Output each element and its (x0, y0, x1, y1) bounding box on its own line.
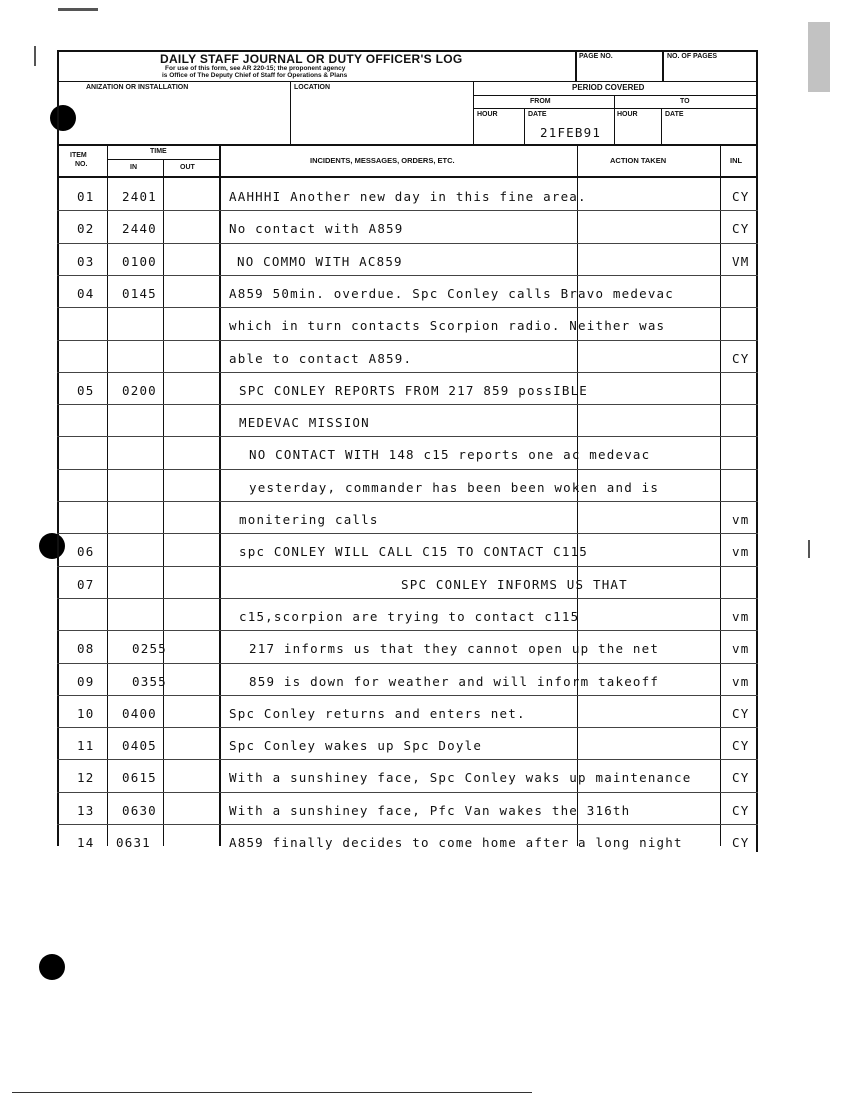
initials: vm (732, 673, 750, 689)
punch-hole (50, 105, 76, 131)
initials: CY (732, 770, 750, 786)
location-label: LOCATION (294, 84, 331, 91)
from-date-value: 21FEB91 (540, 125, 602, 140)
item-no: 05 (77, 382, 95, 398)
col-item-no: NO. (75, 161, 88, 168)
incident-text: 217 informs us that they cannot open up the net (249, 641, 660, 657)
date-label: DATE (665, 111, 684, 118)
incident-text: monitering calls (239, 512, 379, 527)
time-in: 0631 (116, 835, 151, 850)
time-in: 2401 (122, 189, 157, 204)
item-no: 07 (77, 576, 95, 592)
incident-text: Spc Conley returns and enters net. (229, 705, 526, 721)
scan-mark (12, 1092, 532, 1093)
incident-text: A859 50min. overdue. Spc Conley calls Bravo medevac (229, 285, 675, 301)
col-time-out: OUT (180, 164, 195, 171)
item-no: 14 (77, 835, 95, 850)
col-time-in: IN (130, 164, 137, 171)
time-in: 0405 (122, 738, 157, 754)
incident-text: AAHHHI Another new day in this fine area. (229, 189, 587, 204)
form-subtitle: For use of this form, see AR 220-15; the proponent agency (165, 65, 346, 72)
initials: CY (732, 221, 750, 237)
time-in: 0400 (122, 705, 157, 721)
incident-text: SPC CONLEY INFORMS US THAT (401, 576, 628, 592)
time-in: 0145 (122, 285, 157, 301)
incident-text: No contact with A859 (229, 221, 404, 237)
time-in: 0100 (122, 253, 157, 269)
date-label: DATE (528, 111, 547, 118)
incident-text: which in turn contacts Scorpion radio. Neither was (229, 318, 666, 334)
form-subtitle: is Office of The Deputy Chief of Staff for Operations & Plans (162, 72, 348, 79)
incident-text: c15,scorpion are trying to contact c115 (239, 608, 580, 624)
scan-mark (58, 8, 98, 11)
incident-text: NO COMMO WITH AC859 (237, 253, 403, 269)
punch-hole (39, 533, 65, 559)
incident-text: able to contact A859. (229, 350, 413, 366)
to-label: TO (680, 98, 690, 105)
item-no: 09 (77, 673, 95, 689)
incident-text: 859 is down for weather and will inform takeoff (249, 673, 660, 689)
scan-mark (808, 22, 830, 92)
punch-hole (39, 954, 65, 980)
time-in: 0200 (122, 382, 157, 398)
from-label: FROM (530, 98, 551, 105)
time-in: 0630 (122, 802, 157, 818)
col-incidents: INCIDENTS, MESSAGES, ORDERS, ETC. (310, 156, 455, 165)
incident-text: With a sunshiney face, Pfc Van wakes the 316th (229, 802, 631, 818)
time-in: 0615 (122, 770, 157, 786)
time-in: 0355 (132, 673, 167, 689)
org-label: ANIZATION OR INSTALLATION (86, 84, 189, 91)
initials: VM (732, 253, 750, 269)
incident-text: yesterday, commander has been been woken and is (249, 479, 660, 495)
item-no: 13 (77, 802, 95, 818)
item-no: 03 (77, 253, 95, 269)
hour-label: HOUR (477, 111, 498, 118)
form-title: DAILY STAFF JOURNAL OR DUTY OFFICER'S LOG (160, 52, 463, 66)
period-covered-label: PERIOD COVERED (572, 83, 645, 92)
initials: vm (732, 512, 750, 527)
page-no-label: PAGE NO. (579, 53, 613, 60)
incident-text: SPC CONLEY REPORTS FROM 217 859 possIBLE (239, 382, 589, 398)
item-no: 08 (77, 641, 95, 657)
incident-text: NO CONTACT WITH 148 c15 reports one ac medevac (249, 447, 651, 463)
incident-text: A859 finally decides to come home after a long night (229, 835, 683, 850)
item-no: 12 (77, 770, 95, 786)
initials: CY (732, 835, 750, 850)
initials: CY (732, 802, 750, 818)
incident-text: Spc Conley wakes up Spc Doyle (229, 738, 483, 754)
initials: CY (732, 350, 750, 366)
initials: vm (732, 608, 750, 624)
col-action-taken: ACTION TAKEN (610, 156, 667, 165)
scan-mark (34, 46, 36, 66)
incident-text: With a sunshiney face, Spc Conley waks up maintenance (229, 770, 692, 786)
initials: CY (732, 705, 750, 721)
initials: CY (732, 738, 750, 754)
item-no: 04 (77, 285, 95, 301)
incident-text: spc CONLEY WILL CALL C15 TO CONTACT C115 (239, 544, 589, 560)
item-no: 06 (77, 544, 95, 560)
time-in: 0255 (132, 641, 167, 657)
hour-label: HOUR (617, 111, 638, 118)
initials: CY (732, 189, 750, 204)
initials: vm (732, 641, 750, 657)
incident-text: MEDEVAC MISSION (239, 415, 370, 431)
initials: vm (732, 544, 750, 560)
col-initials: INL (730, 156, 743, 165)
item-no: 11 (77, 738, 95, 754)
item-no: 10 (77, 705, 95, 721)
item-no: 02 (77, 221, 95, 237)
item-no: 01 (77, 189, 95, 204)
num-pages-label: NO. OF PAGES (667, 53, 718, 60)
col-time: TIME (150, 148, 167, 155)
time-in: 2440 (122, 221, 157, 237)
col-item-no: ITEM (70, 152, 87, 159)
scan-mark (808, 540, 810, 558)
